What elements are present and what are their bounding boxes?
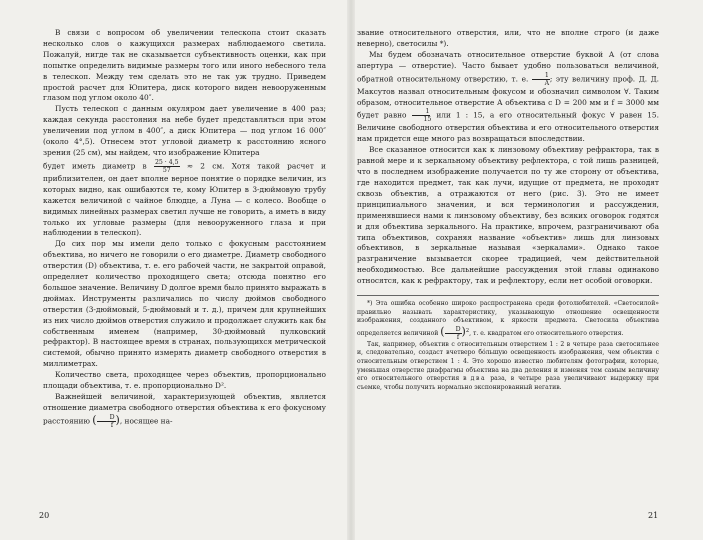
footnote-paragraph-2 — [357, 341, 659, 393]
footnote-paragraph-1: *) Эта ошибка особенно широко распространена среди фотолюбителей. «Светосилой» правильно называть характеристику, указывающую отношение освещенности изображения, созданного объективом, к яркости предмета. Светосила объектива определяется величиной ( $\frac{D}{f}$ )$^2$, т. е. квадратом его относительного отверстия. — [357, 300, 659, 341]
focus-middle: ; эту величину проф. Д. Д. Максутов назвал относительным фокусом и обозначил символом ∀. Таким образом, относительное отверстие A — [357, 74, 659, 107]
footnote — [357, 295, 659, 392]
ratio-fraction — [97, 414, 116, 429]
page-number-left: 20 — [39, 511, 50, 520]
book-gutter — [347, 0, 355, 540]
value-denominator: 15 — [423, 116, 432, 124]
inverse-numerator: 1 — [532, 72, 550, 80]
right-page — [357, 28, 659, 528]
footnote-text-e: раза, в четыре раза увеличивают выдержку при съемке, чтобы получить нормально экспонированный негатив. — [357, 375, 659, 391]
footnote-spaced-word: два — [470, 375, 487, 383]
footnote-fraction — [445, 326, 462, 341]
paragraph-reflector: Все сказанное относится как к линзовому объективу рефрактора, так в равной мере и к зеркальному объективу рефлектора, с той лишь разницей, что в последнем изображение получается по ту же сторону от объектива, где находится предмет, так как лучи, идущие от предмета, не проходят сквозь объектив, а отражаются от него (рис. 3). Это не имеет принципиального значения, и вся терминология и рассуждения, применявшиеся нами к линзовому объективу, без всяких оговорок годятся и для объектива зеркального. На практике, впрочем, разграничивают оба типа объективов, сохраняя название «объектив» лишь для линзовых объективов, в зеркальные называя «зеркалами». Однако такое разграничение вызывается скорее традицией, чем действительной необходимостью. Все дальнейшие рассуждения этой главы одинаково относятся, как к рефрактору, так и рефлектору, если нет особой оговорки. — [357, 145, 659, 286]
paragraph-telescope-size: В связи с вопросом об увеличении телескопа стоит сказать несколько слов о кажущихся размерах наблюдаемого светила. Пожалуй, нигде так не сказывается субъективность оценки, как при попытке определить видимые размеры того или иного небесного тела в телескоп. Между тем сделать это не так уж трудно. Приведем простой расчет для Юпитера, диск которого виден невооруженным глазом под углом около 40″. — [43, 28, 326, 103]
ratio-intro: Важнейшей величиной, характеризующей объектив, является отношение диаметра свободного отверстия объектива к его фокусному расстоянию — [43, 392, 326, 426]
calc-intro: будет иметь диаметр в — [43, 161, 147, 171]
value-numerator: 1 — [412, 108, 430, 116]
focus-example: объектива с D = 200 мм и f = 3000 мм будет равно — [357, 97, 659, 120]
footnote-text-c: , т. е. квадратом его относительного отверстия. — [469, 329, 624, 337]
inverse-denominator: A — [544, 79, 550, 87]
calc-numerator: 25 · 4,5 — [154, 158, 179, 166]
paragraph-relative-aperture: звание относительного отверстия, или, что не вполне строго (и даже неверно), светосилы *). — [357, 28, 659, 48]
inverse-fraction — [532, 72, 550, 87]
footnote-denominator: f — [456, 333, 460, 341]
left-page — [43, 28, 326, 528]
footnote-numerator: D — [445, 326, 462, 334]
focus-intro: Мы будем обозначать относительное отверстие буквой A (от слова апертура — отверстие). Часто бывает удобно пользоваться величиной, обратной относительному отверстию, т. е. — [357, 49, 659, 84]
footnote-text-b: величиной — [403, 329, 439, 337]
focus-rest: или 1 : 15, а его относительный фокус ∀ равен 15. Величине свободного отверстия объектива и его относительного отверстия нам придется еще много раз возвращаться впоследствии. — [357, 110, 659, 144]
calc-fraction — [154, 159, 180, 174]
paragraph-relative-focus — [357, 50, 659, 145]
paragraph-ratio: Важнейшей величиной, характеризующей объектив, является отношение диаметра свободного отверстия объектива к его фокусному расстоянию ( $\frac{D}{f}$ ), носящее на- — [43, 392, 326, 429]
paragraph-aperture: До сих пор мы имели дело только с фокусным расстоянием объектива, но ничего не говорили о его диаметре. Диаметр свободного отверстия (D) объектива, т. е. его рабочей части, не закрытой оправой, определяет количество проходящего света; отсюда понятно его большое значение. Величину D долгое время было принято выражать в дюймах. Инструменты различались по числу дюймов свободного отверстия (3-дюймовый, 5-дюймовый и т. д.), причем для крупнейших из них число дюймов отверстия служило и продолжает служить как бы собственным именем (например, 30-дюймовый пулковский рефрактор). В настоящее время в странах, пользующихся метрической системой, обычно принято измерять диаметр свободного отверстия в миллиметрах. — [43, 239, 326, 369]
calc-rest: ≈ 2 см. Хотя такой расчет и приблизителен, он дает вполне верное понятие о порядке величин, из которых видно, как ошибаются те, кому Юпитер в 3-дюймовую трубу кажется величиной с чайное блюдце, а Луна — с колесо. Вообще о видимых линейных размерах светил лучше не говорить, а иметь в виду только их угловые размеры (для невооруженного глаза и при наблюдении в телескоп). — [43, 161, 326, 238]
footnote-text-a: *) Эта ошибка особенно широко распространена среди фотолюбителей. «Светосилой» правильно называть характеристику, указывающую отношение освещенности изображения, созданного объективом, к яркости предмета. Светосила объектива определяется — [357, 300, 659, 337]
ratio-numerator: D — [97, 414, 116, 422]
value-fraction — [411, 108, 431, 123]
ratio-tail: , носящее на- — [119, 416, 173, 426]
calc-denominator: 57 — [162, 166, 171, 174]
ratio-denominator: f — [110, 421, 114, 429]
footnote-text-d: Так, например, объектив с относительным отверстием 1 : 2 в четыре раза светосильнее и, следовательно, создаст вчетверо бóльшую освещенность изображения, чем объектив с относительным отверстием 1 : 4. Это хорошо известно любителям фотографии, которые, уменьшая отверстие диафрагмы объектива на два деления и изменяя тем самым величину его относительного отверстия в — [357, 340, 659, 383]
page-number-right: 21 — [648, 511, 659, 520]
paragraph-magnification: Пусть телескоп с данным окуляром дает увеличение в 400 раз; каждая секунда расстояния на небе будет представляться при этом увеличении под углом в 400″, а диск Юпитера — под углом 16 000″ (около 4°,5). Отнесем этот угловой диаметр к расстоянию ясного зрения (25 см), мы найдем, что изображение Юпитера — [43, 104, 326, 157]
paragraph-light-quantity: Количество света, проходящее через объектив, пропорционально площади объектива, т. е. пропорционально D². — [43, 370, 326, 391]
paragraph-diameter-calc — [43, 159, 326, 239]
